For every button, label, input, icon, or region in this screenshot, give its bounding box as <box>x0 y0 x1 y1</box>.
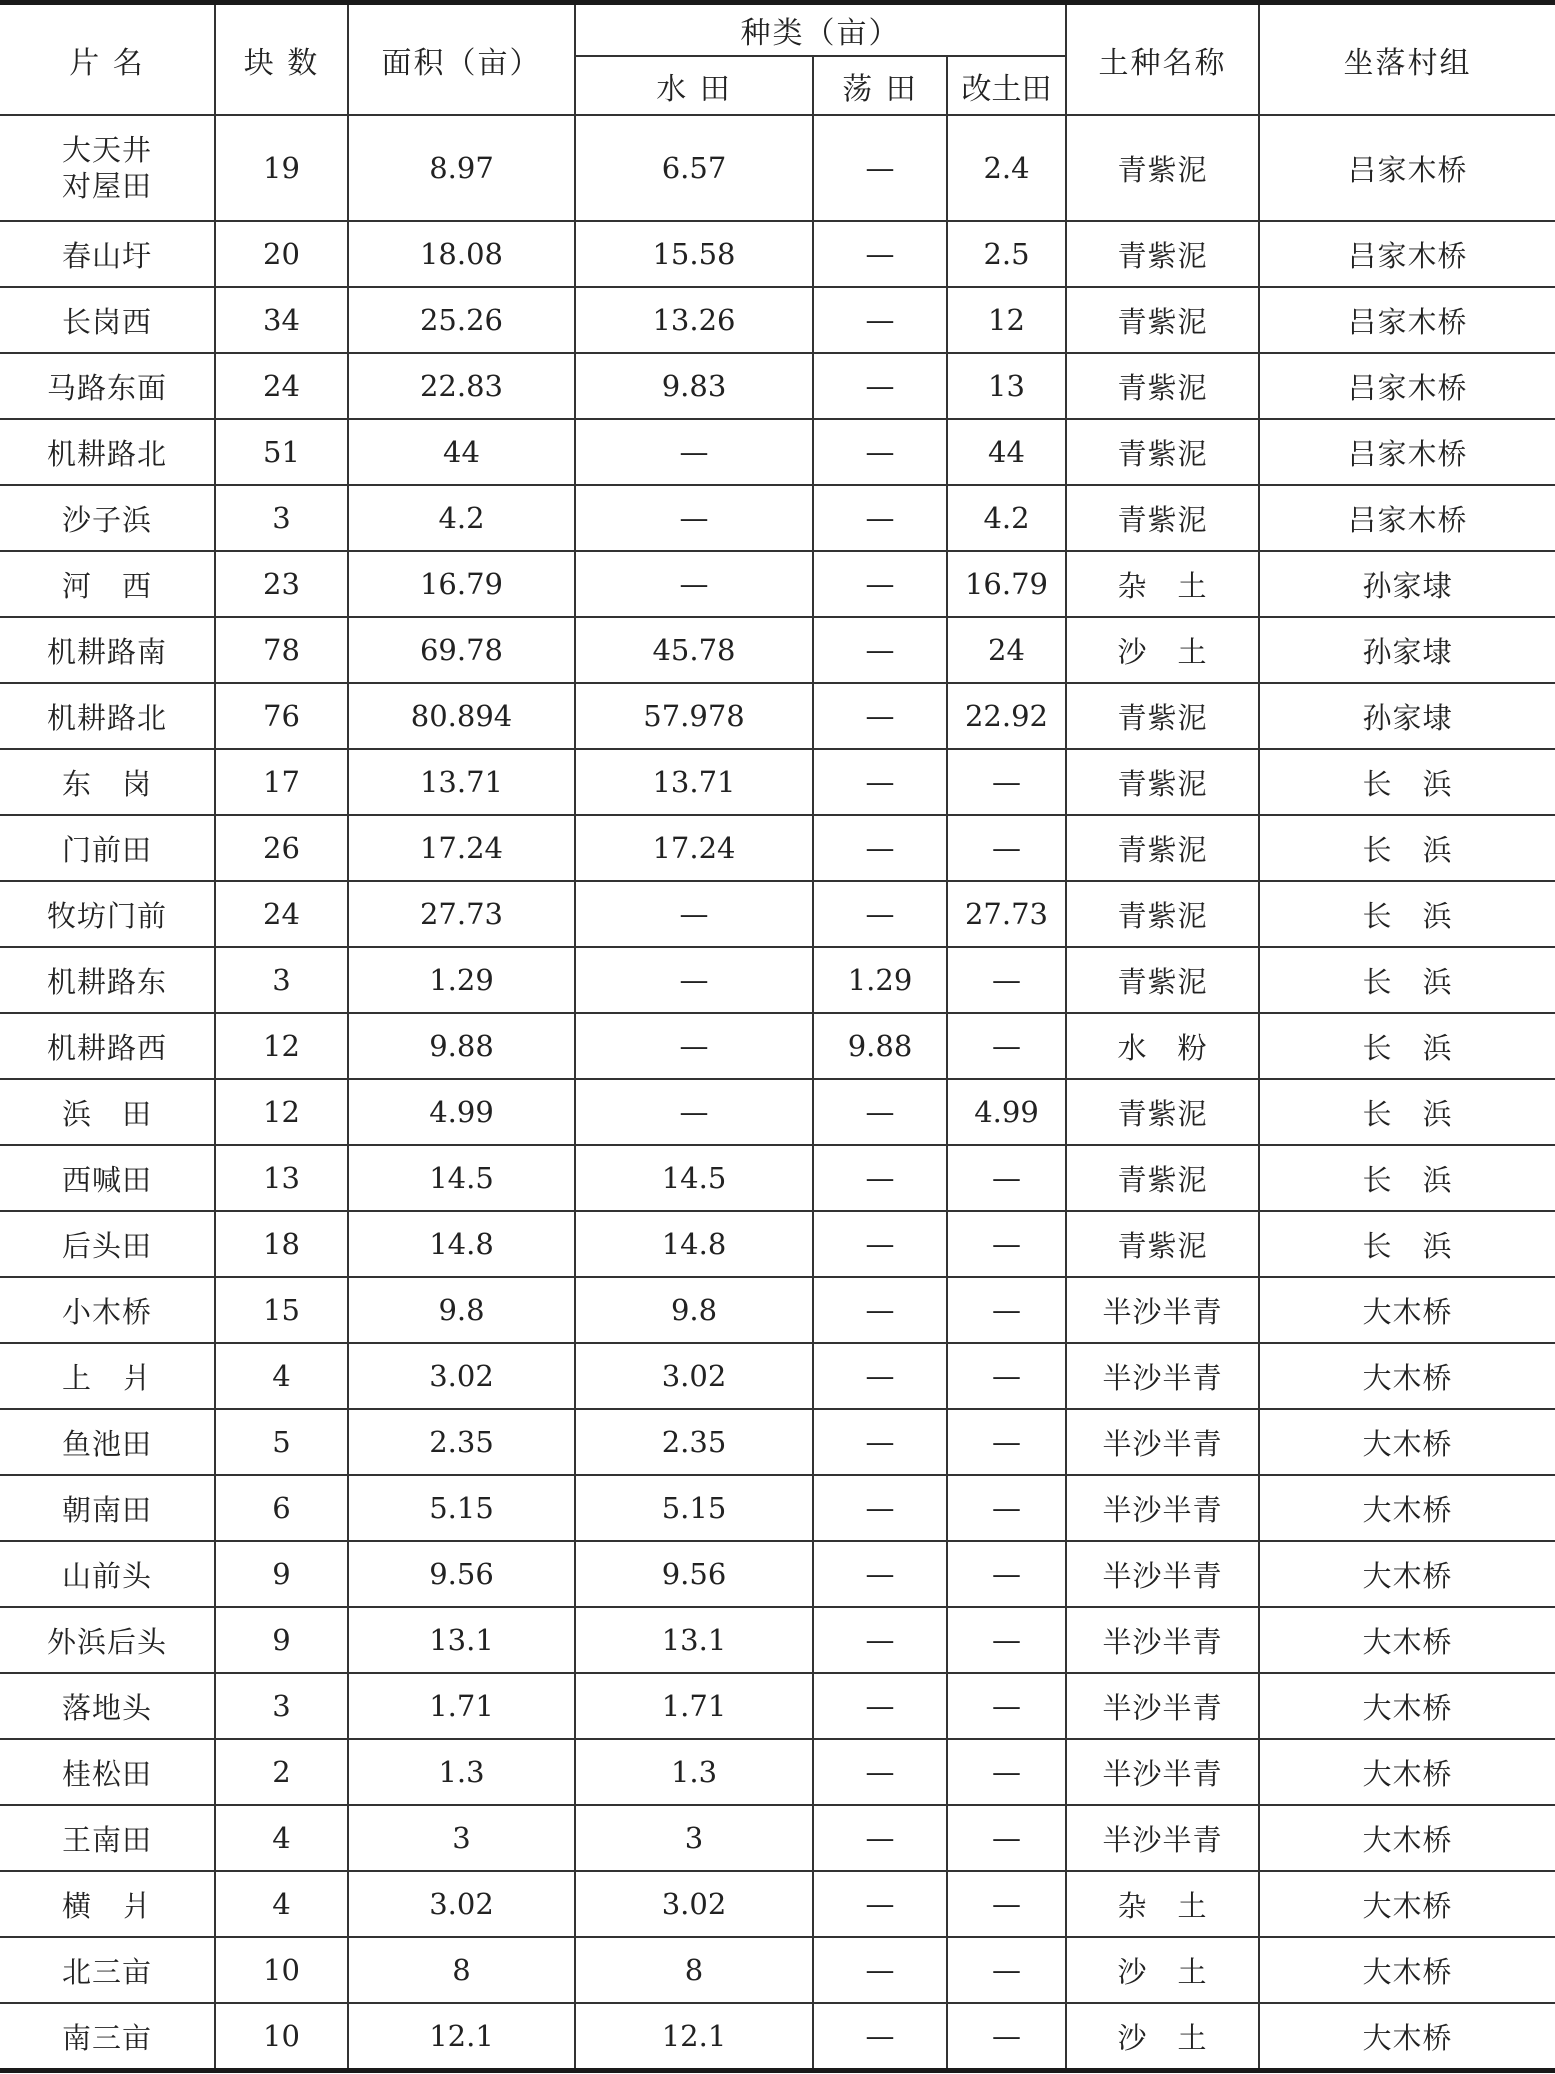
cell-blocks: 3 <box>215 1673 348 1739</box>
table-row <box>0 353 1555 419</box>
cell-name: 北三亩 <box>0 1937 215 2003</box>
header-dang: 荡 田 <box>813 56 947 115</box>
cell-blocks: 2 <box>215 1739 348 1805</box>
cell-area: 1.3 <box>348 1739 575 1805</box>
table-row <box>0 115 1555 221</box>
cell-village: 孙家埭 <box>1259 683 1555 749</box>
cell-blocks: 3 <box>215 485 348 551</box>
cell-dang: — <box>813 1475 947 1541</box>
cell-soil: 青紫泥 <box>1066 683 1259 749</box>
cell-village: 大木桥 <box>1259 1937 1555 2003</box>
table-row <box>0 551 1555 617</box>
table-row <box>0 1343 1555 1409</box>
cell-village: 吕家木桥 <box>1259 353 1555 419</box>
cell-name: 沙子浜 <box>0 485 215 551</box>
table-row <box>0 1409 1555 1475</box>
cell-area: 4.2 <box>348 485 575 551</box>
cell-area: 14.5 <box>348 1145 575 1211</box>
cell-paddy: 17.24 <box>575 815 813 881</box>
cell-area: 3.02 <box>348 1343 575 1409</box>
cell-reclaimed: 16.79 <box>947 551 1066 617</box>
cell-village: 长 浜 <box>1259 1211 1555 1277</box>
cell-dang: — <box>813 1409 947 1475</box>
cell-village: 长 浜 <box>1259 881 1555 947</box>
cell-dang: — <box>813 749 947 815</box>
cell-area: 5.15 <box>348 1475 575 1541</box>
cell-village: 大木桥 <box>1259 1475 1555 1541</box>
cell-name: 马路东面 <box>0 353 215 419</box>
cell-name: 机耕路西 <box>0 1013 215 1079</box>
cell-blocks: 51 <box>215 419 348 485</box>
cell-name <box>0 115 215 221</box>
cell-village: 长 浜 <box>1259 1079 1555 1145</box>
table-row <box>0 1475 1555 1541</box>
cell-reclaimed: — <box>947 1805 1066 1871</box>
cell-blocks: 20 <box>215 221 348 287</box>
cell-reclaimed: 24 <box>947 617 1066 683</box>
cell-village: 吕家木桥 <box>1259 221 1555 287</box>
cell-paddy: 9.56 <box>575 1541 813 1607</box>
table-row <box>0 1607 1555 1673</box>
cell-paddy: 15.58 <box>575 221 813 287</box>
cell-paddy: 45.78 <box>575 617 813 683</box>
cell-soil: 杂 土 <box>1066 1871 1259 1937</box>
cell-blocks: 17 <box>215 749 348 815</box>
cell-reclaimed: 13 <box>947 353 1066 419</box>
cell-name: 牧坊门前 <box>0 881 215 947</box>
cell-paddy: 14.8 <box>575 1211 813 1277</box>
cell-soil: 青紫泥 <box>1066 419 1259 485</box>
cell-area: 9.8 <box>348 1277 575 1343</box>
table-row <box>0 881 1555 947</box>
cell-soil: 沙 土 <box>1066 1937 1259 2003</box>
cell-dang: — <box>813 287 947 353</box>
table-row <box>0 419 1555 485</box>
cell-soil: 半沙半青 <box>1066 1607 1259 1673</box>
cell-name: 门前田 <box>0 815 215 881</box>
header-name: 片 名 <box>0 3 215 116</box>
cell-name: 机耕路南 <box>0 617 215 683</box>
cell-village: 孙家埭 <box>1259 617 1555 683</box>
cell-name: 机耕路北 <box>0 419 215 485</box>
cell-soil: 半沙半青 <box>1066 1343 1259 1409</box>
cell-reclaimed: 2.4 <box>947 115 1066 221</box>
cell-blocks: 13 <box>215 1145 348 1211</box>
cell-area: 13.71 <box>348 749 575 815</box>
cell-village: 长 浜 <box>1259 1013 1555 1079</box>
cell-area: 14.8 <box>348 1211 575 1277</box>
cell-reclaimed: — <box>947 815 1066 881</box>
header-types: 种类（亩） <box>575 3 1066 57</box>
cell-area: 1.29 <box>348 947 575 1013</box>
cell-soil: 青紫泥 <box>1066 287 1259 353</box>
table-row <box>0 947 1555 1013</box>
cell-name: 落地头 <box>0 1673 215 1739</box>
cell-paddy: 3.02 <box>575 1343 813 1409</box>
cell-area: 80.894 <box>348 683 575 749</box>
cell-dang: — <box>813 1805 947 1871</box>
cell-paddy: — <box>575 551 813 617</box>
cell-paddy: 13.1 <box>575 1607 813 1673</box>
cell-dang: — <box>813 2003 947 2071</box>
cell-reclaimed: 44 <box>947 419 1066 485</box>
cell-soil: 青紫泥 <box>1066 115 1259 221</box>
cell-dang: — <box>813 1079 947 1145</box>
cell-dang: — <box>813 1739 947 1805</box>
table-row <box>0 617 1555 683</box>
cell-soil: 半沙半青 <box>1066 1739 1259 1805</box>
cell-paddy: 3 <box>575 1805 813 1871</box>
table-row <box>0 1211 1555 1277</box>
cell-village: 大木桥 <box>1259 1673 1555 1739</box>
cell-blocks: 4 <box>215 1871 348 1937</box>
cell-village: 吕家木桥 <box>1259 115 1555 221</box>
cell-area: 12.1 <box>348 2003 575 2071</box>
table-header <box>0 3 1555 116</box>
cell-area: 69.78 <box>348 617 575 683</box>
cell-dang: — <box>813 1343 947 1409</box>
cell-paddy: 57.978 <box>575 683 813 749</box>
cell-dang: 9.88 <box>813 1013 947 1079</box>
cell-blocks: 4 <box>215 1343 348 1409</box>
cell-paddy: 13.71 <box>575 749 813 815</box>
cell-reclaimed: — <box>947 1673 1066 1739</box>
table-row <box>0 287 1555 353</box>
cell-reclaimed: — <box>947 947 1066 1013</box>
cell-reclaimed: 12 <box>947 287 1066 353</box>
cell-area: 2.35 <box>348 1409 575 1475</box>
cell-area: 3.02 <box>348 1871 575 1937</box>
cell-name: 机耕路北 <box>0 683 215 749</box>
cell-area: 9.56 <box>348 1541 575 1607</box>
header-area: 面积（亩） <box>348 3 575 116</box>
cell-reclaimed: 22.92 <box>947 683 1066 749</box>
cell-village: 大木桥 <box>1259 1871 1555 1937</box>
cell-name: 机耕路东 <box>0 947 215 1013</box>
cell-name: 朝南田 <box>0 1475 215 1541</box>
cell-dang: — <box>813 1607 947 1673</box>
cell-village: 大木桥 <box>1259 1739 1555 1805</box>
cell-soil: 沙 土 <box>1066 2003 1259 2071</box>
cell-paddy: 12.1 <box>575 2003 813 2071</box>
cell-paddy: 6.57 <box>575 115 813 221</box>
cell-soil: 杂 土 <box>1066 551 1259 617</box>
cell-name: 春山圩 <box>0 221 215 287</box>
cell-area: 17.24 <box>348 815 575 881</box>
cell-soil: 半沙半青 <box>1066 1541 1259 1607</box>
cell-dang: — <box>813 617 947 683</box>
table-row <box>0 1937 1555 2003</box>
cell-area: 8.97 <box>348 115 575 221</box>
cell-name: 鱼池田 <box>0 1409 215 1475</box>
cell-paddy: — <box>575 485 813 551</box>
cell-reclaimed: 2.5 <box>947 221 1066 287</box>
cell-dang: — <box>813 1871 947 1937</box>
cell-blocks: 26 <box>215 815 348 881</box>
cell-village: 大木桥 <box>1259 1343 1555 1409</box>
cell-blocks: 9 <box>215 1607 348 1673</box>
header-paddy: 水 田 <box>575 56 813 115</box>
cell-blocks: 24 <box>215 353 348 419</box>
cell-soil: 半沙半青 <box>1066 1409 1259 1475</box>
cell-name: 西喊田 <box>0 1145 215 1211</box>
cell-blocks: 10 <box>215 1937 348 2003</box>
cell-soil: 青紫泥 <box>1066 1211 1259 1277</box>
cell-area: 27.73 <box>348 881 575 947</box>
table-row <box>0 1145 1555 1211</box>
cell-village: 大木桥 <box>1259 2003 1555 2071</box>
cell-village: 大木桥 <box>1259 1541 1555 1607</box>
table-row <box>0 221 1555 287</box>
cell-soil: 水 粉 <box>1066 1013 1259 1079</box>
cell-area: 4.99 <box>348 1079 575 1145</box>
table-row <box>0 1673 1555 1739</box>
cell-soil: 青紫泥 <box>1066 1145 1259 1211</box>
cell-soil: 青紫泥 <box>1066 749 1259 815</box>
cell-dang: — <box>813 115 947 221</box>
cell-blocks: 18 <box>215 1211 348 1277</box>
cell-dang: — <box>813 221 947 287</box>
cell-name: 外浜后头 <box>0 1607 215 1673</box>
cell-reclaimed: 4.99 <box>947 1079 1066 1145</box>
cell-blocks: 23 <box>215 551 348 617</box>
cell-blocks: 3 <box>215 947 348 1013</box>
cell-name: 长岗西 <box>0 287 215 353</box>
cell-dang: — <box>813 815 947 881</box>
cell-blocks: 15 <box>215 1277 348 1343</box>
table-row <box>0 1277 1555 1343</box>
table-row <box>0 749 1555 815</box>
cell-reclaimed: — <box>947 2003 1066 2071</box>
cell-paddy: 1.3 <box>575 1739 813 1805</box>
cell-name-line: 大天井 <box>61 133 152 167</box>
cell-soil: 青紫泥 <box>1066 1079 1259 1145</box>
table-row <box>0 1871 1555 1937</box>
cell-paddy: — <box>575 419 813 485</box>
cell-dang: — <box>813 1937 947 2003</box>
cell-name: 东 岗 <box>0 749 215 815</box>
cell-blocks: 5 <box>215 1409 348 1475</box>
cell-paddy: — <box>575 1013 813 1079</box>
cell-village: 吕家木桥 <box>1259 419 1555 485</box>
table-row <box>0 683 1555 749</box>
cell-name: 横 爿 <box>0 1871 215 1937</box>
cell-village: 吕家木桥 <box>1259 287 1555 353</box>
table-row <box>0 1013 1555 1079</box>
cell-paddy: 2.35 <box>575 1409 813 1475</box>
cell-village: 长 浜 <box>1259 749 1555 815</box>
table-row <box>0 1079 1555 1145</box>
cell-village: 长 浜 <box>1259 947 1555 1013</box>
cell-area: 1.71 <box>348 1673 575 1739</box>
cell-area: 25.26 <box>348 287 575 353</box>
cell-reclaimed: — <box>947 1211 1066 1277</box>
cell-area: 3 <box>348 1805 575 1871</box>
cell-village: 大木桥 <box>1259 1409 1555 1475</box>
table-row <box>0 1739 1555 1805</box>
cell-paddy: — <box>575 947 813 1013</box>
cell-soil: 半沙半青 <box>1066 1673 1259 1739</box>
cell-dang: — <box>813 1673 947 1739</box>
cell-blocks: 9 <box>215 1541 348 1607</box>
cell-soil: 青紫泥 <box>1066 353 1259 419</box>
cell-blocks: 12 <box>215 1079 348 1145</box>
table-row <box>0 2003 1555 2071</box>
table-row <box>0 1541 1555 1607</box>
cell-dang: — <box>813 419 947 485</box>
cell-paddy: 9.8 <box>575 1277 813 1343</box>
cell-blocks: 24 <box>215 881 348 947</box>
cell-area: 44 <box>348 419 575 485</box>
cell-paddy: 5.15 <box>575 1475 813 1541</box>
cell-village: 大木桥 <box>1259 1277 1555 1343</box>
cell-blocks: 78 <box>215 617 348 683</box>
cell-reclaimed: 27.73 <box>947 881 1066 947</box>
cell-soil: 半沙半青 <box>1066 1475 1259 1541</box>
cell-village: 大木桥 <box>1259 1805 1555 1871</box>
cell-soil: 半沙半青 <box>1066 1277 1259 1343</box>
cell-paddy: 13.26 <box>575 287 813 353</box>
cell-dang: — <box>813 1211 947 1277</box>
cell-name: 河 西 <box>0 551 215 617</box>
cell-blocks: 4 <box>215 1805 348 1871</box>
cell-village: 孙家埭 <box>1259 551 1555 617</box>
cell-blocks: 12 <box>215 1013 348 1079</box>
cell-paddy: 3.02 <box>575 1871 813 1937</box>
cell-paddy: 1.71 <box>575 1673 813 1739</box>
cell-soil: 青紫泥 <box>1066 221 1259 287</box>
cell-name: 后头田 <box>0 1211 215 1277</box>
header-soil: 土种名称 <box>1066 3 1259 116</box>
cell-dang: — <box>813 1277 947 1343</box>
header-blocks: 块 数 <box>215 3 348 116</box>
cell-dang: — <box>813 551 947 617</box>
cell-paddy: — <box>575 1079 813 1145</box>
cell-area: 22.83 <box>348 353 575 419</box>
cell-name: 桂松田 <box>0 1739 215 1805</box>
cell-reclaimed: — <box>947 1409 1066 1475</box>
cell-name: 上 爿 <box>0 1343 215 1409</box>
cell-dang: — <box>813 1145 947 1211</box>
cell-reclaimed: 4.2 <box>947 485 1066 551</box>
cell-blocks: 10 <box>215 2003 348 2071</box>
cell-reclaimed: — <box>947 1607 1066 1673</box>
cell-area: 16.79 <box>348 551 575 617</box>
cell-reclaimed: — <box>947 1277 1066 1343</box>
cell-reclaimed: — <box>947 1145 1066 1211</box>
cell-reclaimed: — <box>947 749 1066 815</box>
cell-dang: — <box>813 353 947 419</box>
cell-reclaimed: — <box>947 1343 1066 1409</box>
cell-paddy: 14.5 <box>575 1145 813 1211</box>
cell-paddy: 8 <box>575 1937 813 2003</box>
cell-area: 13.1 <box>348 1607 575 1673</box>
cell-name: 南三亩 <box>0 2003 215 2071</box>
cell-area: 18.08 <box>348 221 575 287</box>
header-row-top <box>0 3 1555 57</box>
cell-paddy: — <box>575 881 813 947</box>
cell-name-line: 对屋田 <box>61 169 152 203</box>
cell-dang: — <box>813 881 947 947</box>
cell-dang: — <box>813 1541 947 1607</box>
table-row <box>0 815 1555 881</box>
cell-village: 大木桥 <box>1259 1607 1555 1673</box>
cell-blocks: 19 <box>215 115 348 221</box>
cell-blocks: 34 <box>215 287 348 353</box>
cell-dang: — <box>813 485 947 551</box>
cell-name: 山前头 <box>0 1541 215 1607</box>
cell-dang: — <box>813 683 947 749</box>
cell-blocks: 6 <box>215 1475 348 1541</box>
cell-reclaimed: — <box>947 1739 1066 1805</box>
cell-reclaimed: — <box>947 1475 1066 1541</box>
cell-reclaimed: — <box>947 1871 1066 1937</box>
table-body <box>0 115 1555 2071</box>
cell-name: 王南田 <box>0 1805 215 1871</box>
cell-area: 8 <box>348 1937 575 2003</box>
cell-village: 长 浜 <box>1259 1145 1555 1211</box>
cell-soil: 青紫泥 <box>1066 815 1259 881</box>
header-reclaimed: 改土田 <box>947 56 1066 115</box>
cell-dang: 1.29 <box>813 947 947 1013</box>
cell-soil: 沙 土 <box>1066 617 1259 683</box>
cell-reclaimed: — <box>947 1013 1066 1079</box>
cell-soil: 青紫泥 <box>1066 881 1259 947</box>
cell-soil: 半沙半青 <box>1066 1805 1259 1871</box>
cell-area: 9.88 <box>348 1013 575 1079</box>
table-row <box>0 485 1555 551</box>
cell-village: 吕家木桥 <box>1259 485 1555 551</box>
cell-name: 小木桥 <box>0 1277 215 1343</box>
header-village: 坐落村组 <box>1259 3 1555 116</box>
cell-reclaimed: — <box>947 1541 1066 1607</box>
cell-soil: 青紫泥 <box>1066 947 1259 1013</box>
cell-blocks: 76 <box>215 683 348 749</box>
cell-reclaimed: — <box>947 1937 1066 2003</box>
cell-village: 长 浜 <box>1259 815 1555 881</box>
cell-soil: 青紫泥 <box>1066 485 1259 551</box>
cell-name: 浜 田 <box>0 1079 215 1145</box>
table-row <box>0 1805 1555 1871</box>
cell-paddy: 9.83 <box>575 353 813 419</box>
